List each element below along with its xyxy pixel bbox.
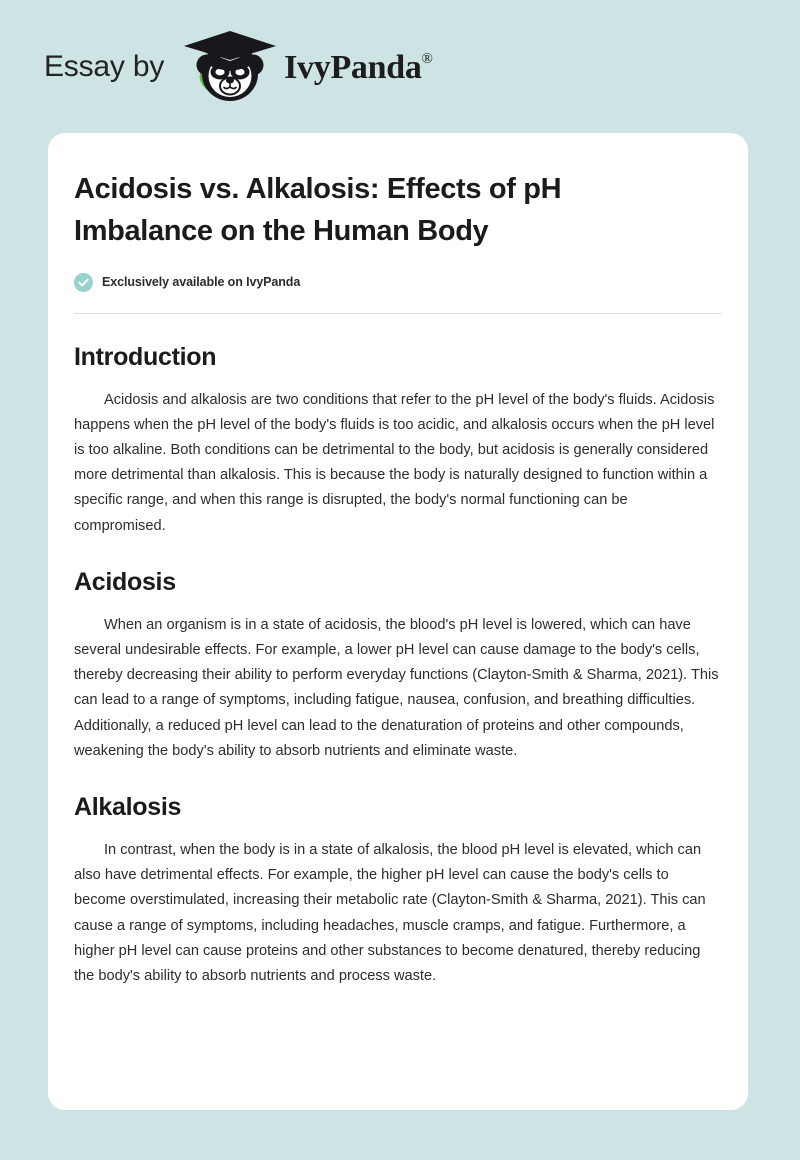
registered-trademark-icon: ®	[421, 51, 433, 68]
section-heading-acidosis: Acidosis	[74, 567, 176, 596]
section-acidosis	[74, 567, 722, 764]
section-paragraph-introduction: Acidosis and alkalosis are two conditions that refer to the pH level of the body's fluids. Acidosis happens when the pH level of the body's fluids is too acidic, and alkalosis occurs when the pH level is too alkaline. Both conditions can be detrimental to the body, but acidosis is generally considered more detrimental than alkalosis. This is because the body is naturally designed to function within a specific range, and when this range is disrupted, the body's normal functioning can be compromised.	[74, 391, 715, 534]
section-heading-introduction: Introduction	[74, 342, 217, 371]
masthead-prefix-label: Essay by	[44, 49, 165, 83]
page-title: Acidosis vs. Alkalosis: Effects of pH Imbalance on the Human Body	[74, 173, 562, 247]
section-paragraph-alkalosis: In contrast, when the body is in a state of alkalosis, the blood pH level is elevated, which can also have detrimental effects. For example, the higher pH level can cause the body's cells to become overstimulated, increasing their metabolic rate (Clayton-Smith & Sharma, 2021). This can cause a range of symptoms, including headaches, muscle cramps, and fatigue. Furthermore, a higher pH level can cause proteins and other substances to become denatured, thereby reducing the body's ability to absorb nutrients and process waste.	[74, 841, 706, 984]
check-circle-icon	[74, 273, 93, 292]
ivypanda-brand-logo[interactable]	[178, 29, 433, 105]
brand-wordmark	[284, 48, 433, 86]
panda-graduate-icon	[178, 29, 282, 105]
availability-label: Exclusively available on IvyPanda	[102, 275, 301, 289]
section-alkalosis	[74, 792, 722, 989]
section-paragraph-acidosis: When an organism is in a state of acidosis, the blood's pH level is lowered, which can have several undesirable effects. For example, a lower pH level can cause damage to the body's cells, thereby decreasing their ability to perform everyday functions (Clayton-Smith & Sharma, 2021). This can lead to a range of symptoms, including fatigue, nausea, confusion, and breathing difficulties. Additionally, a reduced pH level can lead to the denaturation of proteins and other compounds, weakening the body's ability to absorb nutrients and eliminate waste.	[74, 616, 719, 759]
section-introduction	[74, 342, 722, 539]
section-heading-alkalosis: Alkalosis	[74, 792, 182, 821]
essay-card	[48, 133, 748, 1110]
title-divider	[74, 313, 722, 314]
masthead	[0, 0, 800, 133]
brand-name-text: IvyPanda	[284, 48, 422, 86]
availability-badge	[74, 273, 722, 292]
